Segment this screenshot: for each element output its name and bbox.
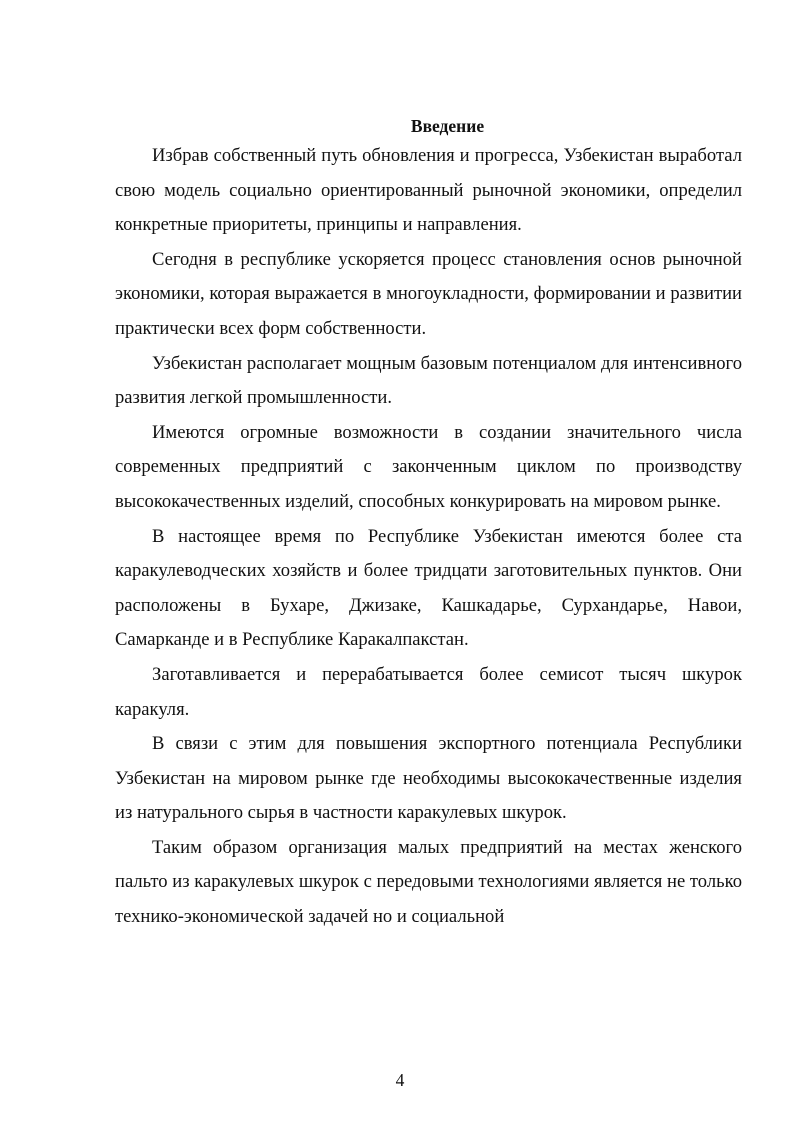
paragraph-7: В связи с этим для повышения экспортного потенциала Республики Узбекистан на мировом рынке где необходимы высококачественные изделия из натурального сырья в частности каракулевых шкурок. bbox=[115, 733, 742, 824]
paragraph-4: Имеются огромные возможности в создании значительного числа современных предприятий с законченным циклом по производству высококачественных изделий, способных конкурировать на мировом рынке. bbox=[115, 421, 742, 512]
paragraph-2: Сегодня в республике ускоряется процесс становления основ рыночной экономики, которая выражается в многоукладности, формировании и развитии практически всех форм собственности. bbox=[115, 248, 742, 339]
section-heading: Введение bbox=[410, 116, 485, 136]
paragraph-6: Заготавливается и перерабатывается более семисот тысяч шкурок каракуля. bbox=[115, 663, 742, 720]
paragraph-3: Узбекистан располагает мощным базовым потенциалом для интенсивного развития легкой промышленности. bbox=[115, 352, 742, 409]
paragraph-1: Избрав собственный путь обновления и прогресса, Узбекистан выработал свою модель социально ориентированный рыночной экономики, определил конкретные приоритеты, принципы и направления. bbox=[115, 145, 742, 236]
page-content bbox=[115, 113, 742, 935]
paragraph-5: В настоящее время по Республике Узбекистан имеются более ста каракулеводческих хозяйств и более тридцати заготовительных пунктов. Они расположены в Бухаре, Джизаке, Кашкадарье, Сурхандарье, Навои, Самарканде и в Республике Каракалпакстан. bbox=[115, 525, 742, 651]
paragraph-8: Таким образом организация малых предприятий на местах женского пальто из каракулевых шкурок с передовыми технологиями является не только технико-экономической задачей но и социальной bbox=[115, 836, 742, 928]
page-number: 4 bbox=[395, 1070, 405, 1090]
